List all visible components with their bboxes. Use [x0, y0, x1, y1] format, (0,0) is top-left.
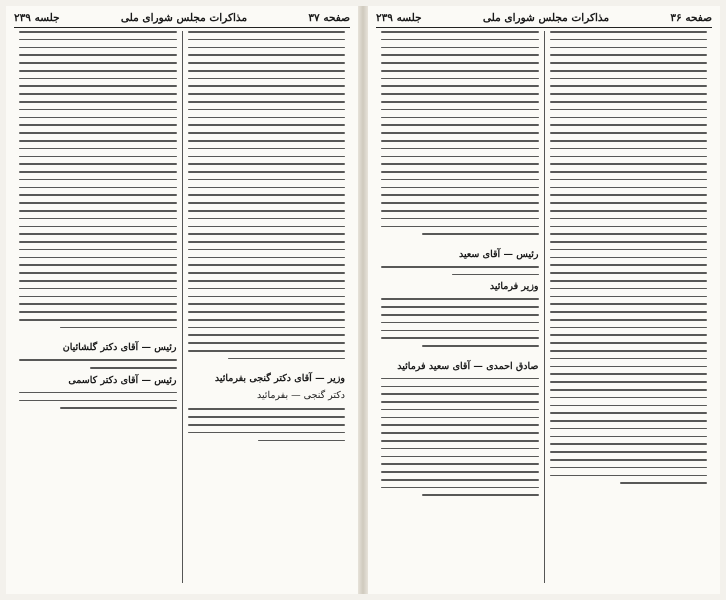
left-columns [14, 31, 350, 583]
text-line [19, 311, 177, 313]
text-line [19, 85, 177, 87]
text-line [381, 393, 539, 395]
text-line [381, 424, 539, 426]
text-line [381, 109, 539, 111]
text-line [19, 194, 177, 196]
text-line [188, 156, 346, 158]
text-line [550, 303, 708, 305]
text-line [550, 412, 708, 414]
text-line [19, 249, 177, 251]
text-line [19, 280, 177, 282]
right-page-column-1 [545, 31, 713, 583]
text-line [188, 124, 346, 126]
text-line [90, 367, 177, 369]
text-line [19, 241, 177, 243]
text-line [381, 132, 539, 134]
text-line [381, 306, 539, 308]
text-line [381, 163, 539, 165]
text-line [381, 62, 539, 64]
text-line [258, 440, 345, 442]
text-line [188, 70, 346, 72]
text-line [550, 241, 708, 243]
text-line [381, 409, 539, 411]
left-page-column-1 [183, 31, 351, 583]
text-line [19, 54, 177, 56]
text-line [550, 70, 708, 72]
text-line [188, 163, 346, 165]
text-line [550, 366, 708, 368]
text-line [381, 401, 539, 403]
text-line [19, 101, 177, 103]
text-line [188, 148, 346, 150]
text-line [550, 62, 708, 64]
text-line [550, 109, 708, 111]
text-line [550, 132, 708, 134]
text-line [550, 202, 708, 204]
text-line [550, 47, 708, 49]
text-line [550, 428, 708, 430]
text-line [188, 257, 346, 259]
text-line [381, 448, 539, 450]
text-line [19, 109, 177, 111]
text-line [381, 479, 539, 481]
text-line [188, 241, 346, 243]
text-line [188, 416, 346, 418]
text-line [19, 78, 177, 80]
text-line [188, 109, 346, 111]
text-line [19, 171, 177, 173]
text-line [381, 378, 539, 380]
text-line [550, 311, 708, 313]
text-line [550, 342, 708, 344]
text-line [381, 386, 539, 388]
text-line [550, 101, 708, 103]
text-line [228, 358, 345, 360]
text-line [188, 54, 346, 56]
text-line [60, 327, 177, 329]
text-line [381, 54, 539, 56]
text-line [188, 171, 346, 173]
text-line [550, 124, 708, 126]
text-line [19, 319, 177, 321]
text-line [188, 342, 346, 344]
text-line [381, 39, 539, 41]
text-line [188, 272, 346, 274]
speaker-member: صادق احمدی — آقای سعید فرمائید [397, 360, 539, 372]
text-line [550, 272, 708, 274]
text-line [550, 78, 708, 80]
text-line [19, 400, 177, 402]
text-line [19, 117, 177, 119]
left-page-column-2 [14, 31, 183, 583]
text-line [550, 319, 708, 321]
text-line [381, 156, 539, 158]
text-line [60, 407, 177, 409]
text-line [550, 85, 708, 87]
text-line [188, 218, 346, 220]
text-line [188, 187, 346, 189]
text-line [188, 280, 346, 282]
text-line [381, 171, 539, 173]
text-line [381, 78, 539, 80]
text-line [19, 257, 177, 259]
text-line [550, 475, 708, 477]
text-line [188, 101, 346, 103]
text-line [188, 93, 346, 95]
text-line [188, 210, 346, 212]
text-line [550, 467, 708, 469]
right-page [368, 6, 720, 594]
text-line [188, 408, 346, 410]
text-line [550, 358, 708, 360]
text-line [550, 264, 708, 266]
text-line [550, 288, 708, 290]
text-line [188, 194, 346, 196]
text-line [19, 62, 177, 64]
text-line [19, 210, 177, 212]
text-line [550, 93, 708, 95]
text-line [188, 179, 346, 181]
text-line [550, 459, 708, 461]
text-line [19, 179, 177, 181]
text-line [188, 39, 346, 41]
text-line [550, 350, 708, 352]
text-line [19, 359, 177, 361]
right-running-head [376, 12, 712, 28]
text-line [19, 39, 177, 41]
text-line [19, 163, 177, 165]
text-line [550, 436, 708, 438]
text-line [188, 296, 346, 298]
text-line [550, 389, 708, 391]
text-line [188, 31, 346, 33]
text-line [188, 249, 346, 251]
right-session-label: جلسه ۲۳۹ [376, 12, 422, 24]
text-line [19, 296, 177, 298]
text-line [19, 187, 177, 189]
text-line [188, 233, 346, 235]
left-header-title: مذاکرات مجلس شورای ملی [120, 12, 248, 24]
text-line [19, 226, 177, 228]
text-line [381, 117, 539, 119]
text-line [422, 494, 539, 496]
text-line [381, 337, 539, 339]
text-line [19, 218, 177, 220]
text-line [381, 85, 539, 87]
text-line [381, 202, 539, 204]
book-gutter [358, 6, 368, 594]
text-line [381, 218, 539, 220]
text-line [452, 274, 539, 276]
text-line [550, 156, 708, 158]
left-page [6, 6, 358, 594]
text-line [188, 319, 346, 321]
left-page-number: صفحه ۳۷ [308, 12, 350, 24]
text-line [550, 405, 708, 407]
text-line [188, 47, 346, 49]
left-running-head [14, 12, 350, 28]
text-line [550, 31, 708, 33]
text-line [381, 47, 539, 49]
text-line [550, 397, 708, 399]
text-line [188, 303, 346, 305]
text-line [550, 117, 708, 119]
speaker-chair-1: رئیس — آقای دکتر گلشائیان [62, 342, 177, 354]
text-line [188, 327, 346, 329]
text-line [19, 93, 177, 95]
speaker-question: وزیر فرمائید [489, 281, 539, 293]
text-line [550, 296, 708, 298]
speaker-chair-2: رئیس — آقای دکتر کاسمی [68, 374, 177, 386]
text-line [550, 187, 708, 189]
text-line [19, 272, 177, 274]
text-line [620, 482, 707, 484]
text-line [381, 194, 539, 196]
text-line [550, 373, 708, 375]
text-line [550, 233, 708, 235]
text-line [381, 322, 539, 324]
text-line [381, 187, 539, 189]
text-line [19, 202, 177, 204]
speaker-doctor: دکتر گنجی — بفرمائید [256, 390, 345, 402]
text-line [381, 31, 539, 33]
text-line [381, 487, 539, 489]
text-line [550, 218, 708, 220]
text-line [19, 288, 177, 290]
text-line [381, 179, 539, 181]
text-line [188, 311, 346, 313]
text-line [19, 47, 177, 49]
text-line [188, 132, 346, 134]
text-line [19, 264, 177, 266]
text-line [550, 179, 708, 181]
text-line [381, 124, 539, 126]
text-line [19, 140, 177, 142]
text-line [19, 303, 177, 305]
text-line [19, 148, 177, 150]
text-line [19, 132, 177, 134]
text-line [381, 463, 539, 465]
right-columns [376, 31, 712, 583]
text-line [550, 54, 708, 56]
text-line [188, 85, 346, 87]
right-page-number: صفحه ۳۶ [670, 12, 712, 24]
right-header-title: مذاکرات مجلس شورای ملی [482, 12, 610, 24]
text-line [188, 350, 346, 352]
text-line [188, 264, 346, 266]
text-line [550, 381, 708, 383]
right-page-column-2 [376, 31, 545, 583]
text-line [381, 140, 539, 142]
text-line [188, 288, 346, 290]
text-line [550, 148, 708, 150]
text-line [381, 93, 539, 95]
text-line [550, 451, 708, 453]
speaker-minister: وزیر — آقای دکتر گنجی بفرمائید [214, 373, 345, 385]
text-line [381, 266, 539, 268]
text-line [19, 70, 177, 72]
text-line [381, 210, 539, 212]
text-line [550, 226, 708, 228]
text-line [381, 330, 539, 332]
text-line [188, 202, 346, 204]
text-line [381, 456, 539, 458]
text-line [188, 226, 346, 228]
text-line [188, 117, 346, 119]
text-line [550, 140, 708, 142]
text-line [381, 440, 539, 442]
text-line [550, 420, 708, 422]
left-session-label: جلسه ۲۳۹ [14, 12, 60, 24]
text-line [19, 233, 177, 235]
text-line [381, 226, 539, 228]
text-line [19, 156, 177, 158]
text-line [188, 62, 346, 64]
text-line [550, 194, 708, 196]
text-line [381, 432, 539, 434]
text-line [19, 31, 177, 33]
text-line [381, 298, 539, 300]
text-line [422, 233, 539, 235]
text-line [550, 280, 708, 282]
text-line [550, 210, 708, 212]
text-line [188, 78, 346, 80]
text-line [550, 171, 708, 173]
text-line [188, 140, 346, 142]
text-line [381, 101, 539, 103]
text-line [381, 314, 539, 316]
speaker-chair: رئیس — آقای سعید [458, 248, 539, 260]
text-line [188, 432, 346, 434]
text-line [550, 443, 708, 445]
text-line [19, 392, 177, 394]
text-line [381, 471, 539, 473]
text-line [19, 124, 177, 126]
text-line [550, 257, 708, 259]
text-line [188, 424, 346, 426]
text-line [550, 327, 708, 329]
text-line [381, 417, 539, 419]
text-line [550, 249, 708, 251]
text-line [188, 334, 346, 336]
text-line [550, 334, 708, 336]
text-line [422, 345, 539, 347]
text-line [550, 163, 708, 165]
text-line [381, 148, 539, 150]
text-line [381, 70, 539, 72]
text-line [550, 39, 708, 41]
